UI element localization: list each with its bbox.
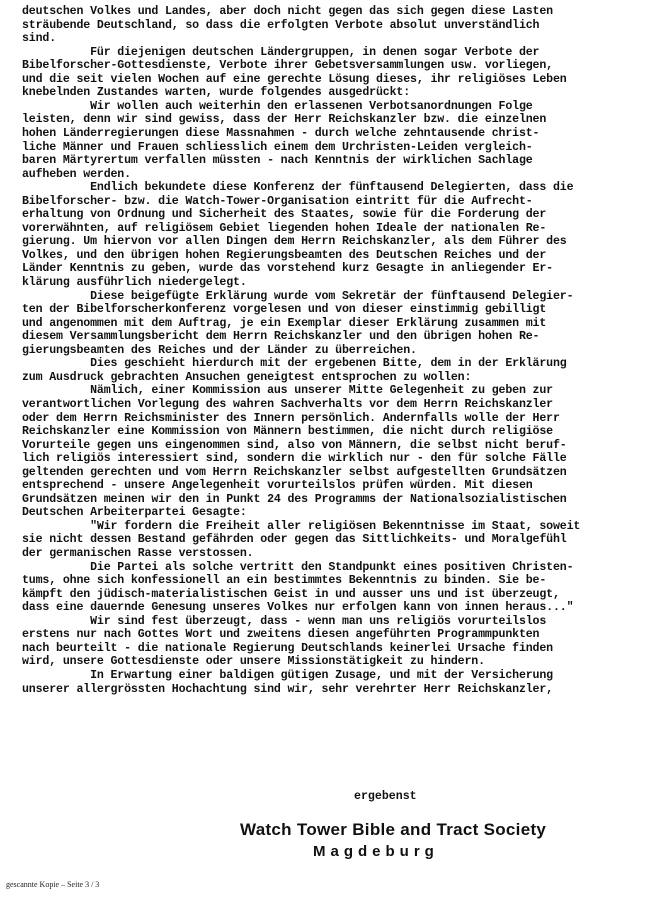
text-line: entsprechend - unsere Angelegenheit vorurteilslos prüfen würden. Mit diesen [22, 479, 533, 493]
text-line: In Erwartung einer baldigen gütigen Zusage, und mit der Versicherung [22, 668, 553, 682]
text-line: Nämlich, einer Kommission aus unserer Mitte Gelegenheit zu geben zur [22, 384, 553, 398]
text-line: Endlich bekundete diese Konferenz der fünftausend Delegierten, dass die [22, 181, 574, 195]
text-line: Die Partei als solche vertritt den Standpunkt eines positiven Christen- [22, 560, 574, 574]
text-line: Für diejenigen deutschen Ländergruppen, in denen sogar Verbote der [22, 45, 540, 59]
text-line: deutschen Volkes und Landes, aber doch nicht gegen das sich gegen diese Lasten [22, 5, 553, 18]
text-line: sträubende Deutschland, so dass die erfolgten Verbote absolut unverständlich [22, 18, 540, 32]
text-line: zum Ausdruck gebrachten Ansuchen geneigtest entsprochen zu wollen: [22, 370, 472, 384]
text-line: vorerwähnten, auf religiösem Gebiet liegenden hohen Ideale der nationalen Re- [22, 221, 547, 235]
text-line: Wir sind fest überzeugt, dass - wenn man uns religiös vorurteilslos [22, 614, 547, 628]
text-line: Diese beigefügte Erklärung wurde vom Sekretär der fünftausend Delegier- [22, 289, 574, 303]
closing-salutation: ergebenst [354, 790, 417, 803]
text-line: Vorurteile gegen uns eingenommen sind, also von Männern, die selbst nicht beruf- [22, 438, 567, 452]
text-line: klärung ausführlich niedergelegt. [22, 276, 247, 289]
text-line: Bibelforscher-Gottesdienste, Verbote ihrer Gebetsversammlungen usw. vorliegen, [22, 59, 553, 73]
text-line: tums, ohne sich konfessionell an ein bestimmtes Bekenntnis zu binden. Sie be- [22, 574, 547, 588]
text-line: hohen Länderregierungen diese Massnahmen - durch welche zehntausende christ- [22, 126, 540, 140]
text-line: baren Märtyrertum verfallen müssten - nach Kenntnis der wirklichen Sachlage [22, 154, 533, 168]
text-line: dass eine dauernde Genesung unseres Volkes nur erfolgen kann von innen heraus..." [22, 601, 574, 615]
signature-city: Magdeburg [313, 843, 439, 860]
text-line: leisten, denn wir sind gewiss, dass der Herr Reichskanzler bzw. die einzelnen [22, 113, 547, 127]
text-line: wird, unsere Gottesdienste oder unsere Missionstätigkeit zu hindern. [22, 655, 485, 669]
text-line: gierungsbeamten des Reiches und der Länder zu überreichen. [22, 343, 417, 357]
text-line: geltenden gerechten und vom Herrn Reichskanzler selbst aufgestellten Grundsätzen [22, 465, 567, 479]
text-line: Deutschen Arbeiterpartei Gesagte: [22, 506, 247, 520]
text-line: der germanischen Rasse verstossen. [22, 547, 254, 560]
text-line: aufheben werden. [22, 167, 131, 181]
text-line: erhaltung von Ordnung und Sicherheit des Staates, sowie für die Forderung der [22, 208, 547, 222]
text-line: "Wir fordern die Freiheit aller religiösen Bekenntnisse im Staat, soweit [22, 519, 581, 533]
text-line: knebelnden Zustandes warten, wurde folgendes ausgedrückt: [22, 86, 411, 100]
text-line: und angenommen mit dem Auftrag, je ein Exemplar dieser Erklärung zusammen mit [22, 316, 547, 330]
text-line: Volkes, und den übrigen hohen Regierungsbeamten des Deutschen Reiches und der [22, 248, 547, 262]
text-line: ten der Bibelforscherkonferenz vorgelesen und von dieser einstimmig gebilligt [22, 303, 547, 317]
text-line: sind. [22, 32, 57, 46]
signature-organization: Watch Tower Bible and Tract Society [240, 820, 547, 839]
text-line: sie nicht dessen Bestand gefährden oder gegen das Sittlichkeits- und Moralgefühl [22, 533, 567, 547]
text-line: unserer allergrössten Hochachtung sind wir, sehr verehrter Herr Reichskanzler, [22, 682, 553, 696]
text-line: Grundsätzen meinen wir den in Punkt 24 des Programms der Nationalsozialistischen [22, 492, 567, 506]
text-line: oder dem Herrn Reichsminister des Innern persönlich. Andernfalls wolle der Herr [22, 411, 560, 425]
text-line: diesem Versammlungsbericht dem Herrn Reichskanzler und den übrigen hohen Re- [22, 330, 540, 344]
text-line: verantwortlichen Vorlegung des wahren Sachverhalts vor dem Herrn Reichskanzler [22, 397, 553, 411]
text-line: und die seit vielen Wochen auf eine gerechte Lösung dieses, ihr religiöses Leben [22, 72, 567, 86]
text-line: Reichskanzler eine Kommission von Männern bestimmen, die nicht durch religiöse [22, 425, 553, 439]
text-line: Dies geschieht hierdurch mit der ergebenen Bitte, dem in der Erklärung [22, 357, 567, 371]
text-line: erstens nur nach Gottes Wort und zweitens diesen angeführten Programmpunkten [22, 628, 540, 642]
text-line: lich religiös interessiert sind, sondern die wirklich nur - den für solche Fälle [22, 452, 567, 466]
text-line: liche Männer und Frauen schliesslich einem dem Urchristen-Leiden vergleich- [22, 140, 533, 154]
text-line: Bibelforscher- bzw. die Watch-Tower-Organisation eintritt für die Aufrecht- [22, 194, 533, 208]
text-line: Wir wollen auch weiterhin den erlassenen Verbotsanordnungen Folge [22, 99, 533, 113]
text-line: gierung. Um hiervon vor allen Dingen dem Herrn Reichskanzler, als dem Führer des [22, 235, 567, 249]
page-footer: gescannte Kopie – Seite 3 / 3 [6, 880, 100, 889]
text-line: kämpft den jüdisch-materialistischen Geist in und ausser uns und ist überzeugt, [22, 587, 560, 601]
text-line: nach beurteilt - die nationale Regierung Deutschlands keinerlei Ursache finden [22, 641, 553, 655]
text-line: Länder Kenntnis zu geben, wurde das vorstehend kurz Gesagte in anliegender Er- [22, 262, 553, 276]
